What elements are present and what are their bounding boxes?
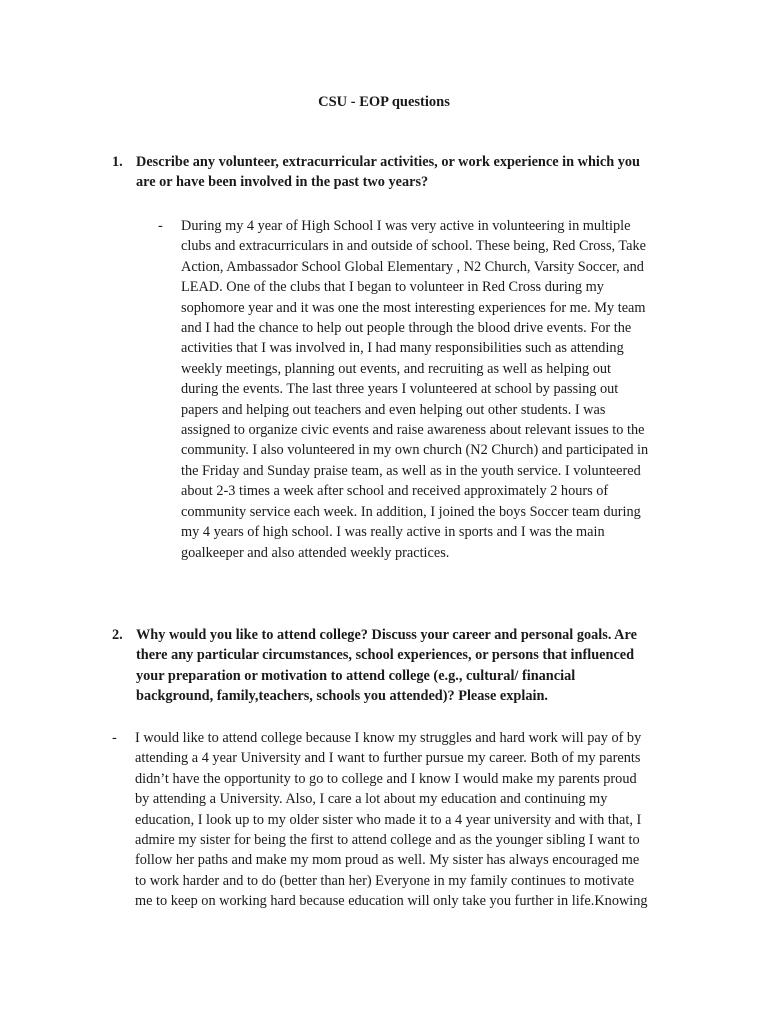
answer-line: goalkeeper and also attended weekly practices. bbox=[181, 544, 450, 561]
question-1 bbox=[112, 152, 672, 193]
answer-line: weekly meetings, planning out events, and recruiting as well as helping out bbox=[181, 360, 611, 377]
question-text bbox=[136, 625, 672, 706]
answer-line: community. I also volunteered in my own church (N2 Church) and participated in bbox=[181, 442, 649, 459]
answer-line: follow her paths and make my mom proud as well. My sister has always encouraged me bbox=[135, 852, 640, 869]
answer-line: me to keep on working hard because education will only take you further in life.Knowing bbox=[135, 893, 648, 910]
question-text bbox=[136, 152, 672, 193]
question-number: 1. bbox=[112, 154, 123, 170]
answer-line: I would like to attend college because I know my struggles and hard work will pay of by bbox=[135, 730, 642, 746]
answer-text bbox=[135, 728, 686, 912]
answer-line: and I had the chance to help out people through the blood drive events. For the bbox=[181, 320, 632, 337]
answer-line: the Friday and Sunday praise team, as well as in the youth service. I volunteered bbox=[181, 462, 641, 479]
question-line: Describe any volunteer, extracurricular activities, or work experience in which you bbox=[136, 154, 641, 170]
answer-line: During my 4 year of High School I was very active in volunteering in multiple bbox=[181, 218, 631, 234]
answer-line: papers and helping out teachers and even helping out other students. I was bbox=[181, 401, 606, 418]
bullet-dash: - bbox=[112, 730, 117, 746]
question-number: 2. bbox=[112, 627, 123, 643]
answer-line: education, I look up to my older sister who made it to a 4 year university and with that, I bbox=[135, 811, 642, 828]
question-line: are or have been involved in the past two years? bbox=[136, 174, 429, 191]
answer-line: Action, Ambassador School Global Elementary , N2 Church, Varsity Soccer, and bbox=[181, 258, 644, 275]
answer-2 bbox=[112, 728, 686, 912]
answer-line: community service each week. In addition, I joined the boys Soccer team during bbox=[181, 503, 641, 520]
answer-line: sophomore year and it was one the most interesting experiences for me. My team bbox=[181, 299, 646, 316]
answer-line: during the events. The last three years I volunteered at school by passing out bbox=[181, 381, 619, 398]
answer-line: attending a 4 year University and I want to further pursue my career. Both of my parents bbox=[135, 750, 641, 767]
answer-line: LEAD. One of the clubs that I began to volunteer in Red Cross during my bbox=[181, 279, 604, 296]
answer-line: activities that I was involved in, I had many responsibilities such as attending bbox=[181, 340, 624, 357]
question-line: there any particular circumstances, school experiences, or persons that influenced bbox=[136, 647, 635, 664]
answer-line: didn’t have the opportunity to go to college and I know I would make my parents proud bbox=[135, 770, 637, 787]
answer-line: clubs and extracurriculars in and outside of school. These being, Red Cross, Take bbox=[181, 238, 646, 255]
document-title: CSU - EOP questions bbox=[318, 94, 450, 110]
answer-text bbox=[181, 216, 678, 563]
answer-line: about 2-3 times a week after school and received approximately 2 hours of bbox=[181, 483, 609, 500]
answer-line: to work harder and to do (better than her) Everyone in my family continues to motivate bbox=[135, 872, 635, 889]
bullet-dash: - bbox=[158, 218, 163, 234]
answer-line: assigned to organize civic events and raise awareness about relevant issues to the bbox=[181, 422, 645, 439]
answer-1 bbox=[158, 216, 678, 563]
question-line: background, family,teachers, schools you attended)? Please explain. bbox=[136, 687, 548, 704]
answer-line: by attending a University. Also, I care a lot about my education and continuing my bbox=[135, 791, 608, 808]
answer-line: my 4 years of high school. I was really active in sports and I was the main bbox=[181, 524, 605, 541]
question-2 bbox=[112, 625, 672, 706]
question-line: Why would you like to attend college? Discuss your career and personal goals. Are bbox=[136, 627, 637, 643]
answer-line: admire my sister for being the first to attend college and as the younger sibling I want to bbox=[135, 832, 640, 849]
question-line: your preparation or motivation to attend college (e.g., cultural/ financial bbox=[136, 667, 576, 684]
